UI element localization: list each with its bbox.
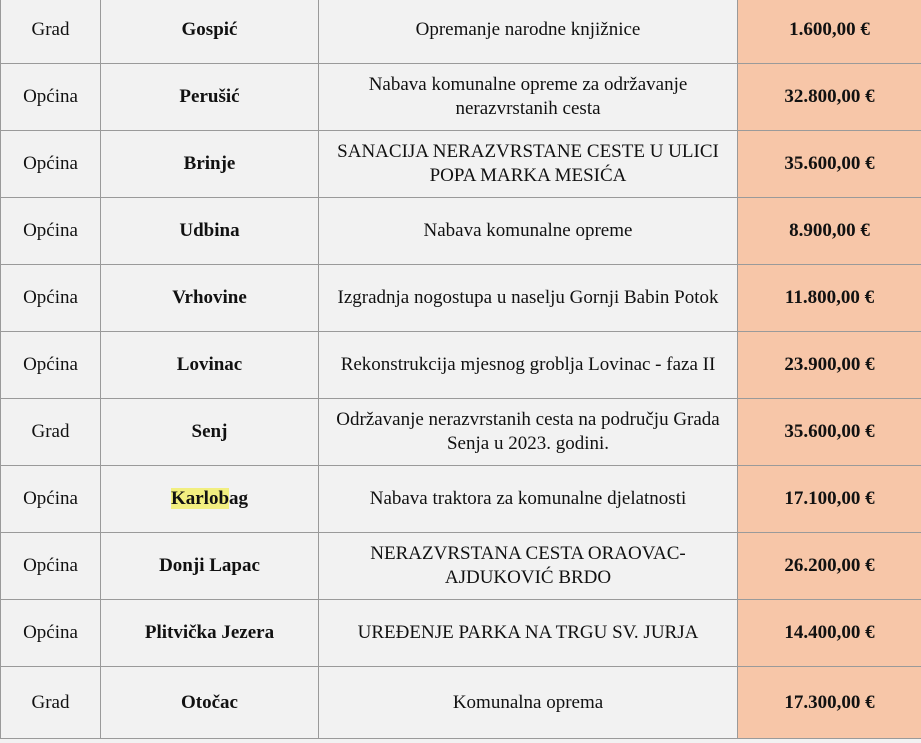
amount-cell: 17.300,00 € bbox=[738, 667, 921, 739]
amount-cell: 35.600,00 € bbox=[738, 399, 921, 466]
municipality-name-cell: Brinje bbox=[101, 131, 319, 198]
municipality-name-cell: Otočac bbox=[101, 667, 319, 739]
amount-cell: 14.400,00 € bbox=[738, 600, 921, 667]
unit-type-cell: Općina bbox=[1, 332, 101, 399]
unit-type-cell: Općina bbox=[1, 533, 101, 600]
project-description-cell: Nabava komunalne opreme za održavanje nerazvrstanih cesta bbox=[319, 64, 738, 131]
amount-cell: 1.600,00 € bbox=[738, 0, 921, 64]
table-row bbox=[1, 667, 921, 739]
project-description-cell: Nabava traktora za komunalne djelatnosti bbox=[319, 466, 738, 533]
municipality-name-cell: Senj bbox=[101, 399, 319, 466]
table-row bbox=[1, 399, 921, 466]
municipality-name-cell: Udbina bbox=[101, 198, 319, 265]
project-description-cell: Održavanje nerazvrstanih cesta na području Grada Senja u 2023. godini. bbox=[319, 399, 738, 466]
table-row bbox=[1, 0, 921, 64]
table-row bbox=[1, 466, 921, 533]
unit-type-cell: Općina bbox=[1, 600, 101, 667]
amount-cell: 26.200,00 € bbox=[738, 533, 921, 600]
amount-cell: 35.600,00 € bbox=[738, 131, 921, 198]
amount-cell: 32.800,00 € bbox=[738, 64, 921, 131]
municipality-name-cell: Perušić bbox=[101, 64, 319, 131]
amount-cell: 23.900,00 € bbox=[738, 332, 921, 399]
unit-type-cell: Grad bbox=[1, 0, 101, 64]
project-description-cell: Rekonstrukcija mjesnog groblja Lovinac - faza II bbox=[319, 332, 738, 399]
table-row bbox=[1, 265, 921, 332]
unit-type-cell: Općina bbox=[1, 64, 101, 131]
table-row bbox=[1, 198, 921, 265]
amount-cell: 17.100,00 € bbox=[738, 466, 921, 533]
unit-type-cell: Općina bbox=[1, 265, 101, 332]
municipality-name-cell: Donji Lapac bbox=[101, 533, 319, 600]
municipality-name-cell: Plitvička Jezera bbox=[101, 600, 319, 667]
unit-type-cell: Grad bbox=[1, 399, 101, 466]
table-row bbox=[1, 600, 921, 667]
project-description-cell: NERAZVRSTANA CESTA ORAOVAC-AJDUKOVIĆ BRDO bbox=[319, 533, 738, 600]
name-remainder: ag bbox=[229, 488, 249, 509]
unit-type-cell: Općina bbox=[1, 198, 101, 265]
project-description-cell: Opremanje narodne knjižnice bbox=[319, 0, 738, 64]
project-description-cell: Nabava komunalne opreme bbox=[319, 198, 738, 265]
table-row bbox=[1, 332, 921, 399]
municipality-name-cell: Gospić bbox=[101, 0, 319, 64]
unit-type-cell: Općina bbox=[1, 131, 101, 198]
project-description-cell: SANACIJA NERAZVRSTANE CESTE U ULICI POPA MARKA MESIĆA bbox=[319, 131, 738, 198]
unit-type-cell: Grad bbox=[1, 667, 101, 739]
municipality-name-cell: Lovinac bbox=[101, 332, 319, 399]
table-row bbox=[1, 533, 921, 600]
amount-cell: 11.800,00 € bbox=[738, 265, 921, 332]
project-description-cell: UREĐENJE PARKA NA TRGU SV. JURJA bbox=[319, 600, 738, 667]
unit-type-cell: Općina bbox=[1, 466, 101, 533]
municipality-name-cell: Vrhovine bbox=[101, 265, 319, 332]
amount-cell: 8.900,00 € bbox=[738, 198, 921, 265]
search-highlight: Karlob bbox=[170, 488, 230, 509]
table-row bbox=[1, 131, 921, 198]
municipality-name-cell bbox=[101, 466, 319, 533]
project-description-cell: Izgradnja nogostupa u naselju Gornji Babin Potok bbox=[319, 265, 738, 332]
table-row bbox=[1, 64, 921, 131]
project-description-cell: Komunalna oprema bbox=[319, 667, 738, 739]
